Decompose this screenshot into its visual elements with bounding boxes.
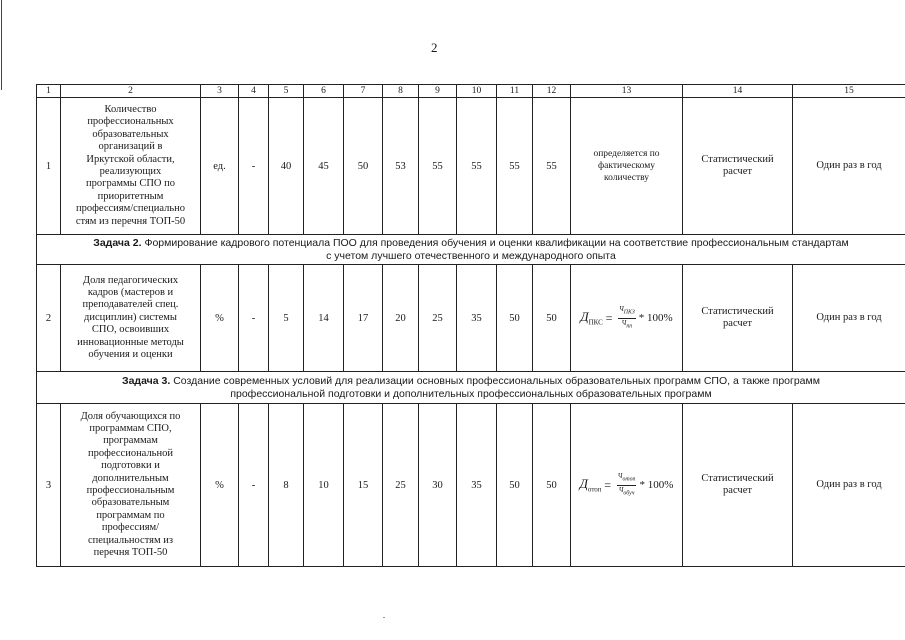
value-cell: 45 — [304, 98, 344, 235]
formula-subscript: отоп — [587, 485, 602, 494]
indicator-line: кадров (мастеров и — [87, 286, 174, 298]
page-number: 2 — [431, 40, 438, 55]
indicator-line: реализующих — [99, 166, 162, 177]
data-source — [683, 98, 793, 235]
table-row — [37, 98, 905, 235]
method-line: определяется по — [593, 149, 660, 159]
value-cell: 20 — [383, 265, 419, 372]
formula — [580, 472, 674, 498]
formula-symbol: Д — [579, 476, 588, 492]
left-margin-rule — [1, 0, 2, 90]
source-line: расчет — [723, 166, 752, 177]
value-cell: 14 — [304, 265, 344, 372]
formula-multiplier: * 100% — [638, 312, 673, 324]
header-cell: 11 — [497, 85, 533, 98]
source-line: Статистический — [701, 153, 774, 165]
value-cell: 50 — [533, 265, 571, 372]
indicator-line: подготовки и — [101, 460, 160, 472]
fraction-numerator — [617, 472, 637, 485]
value-cell: 50 — [533, 404, 571, 567]
source-line: расчет — [723, 485, 752, 496]
indicator-name — [61, 404, 201, 567]
task-text-line: с учетом лучшего отечественного и международного опыта — [326, 249, 616, 262]
indicator-line: стям из перечня ТОП-50 — [75, 215, 186, 227]
task-row — [37, 235, 905, 265]
header-cell: 2 — [61, 85, 201, 98]
row-number: 1 — [37, 98, 61, 235]
formula-subscript: ПКС — [588, 318, 603, 327]
formula-lhs — [580, 309, 603, 327]
unit-cell: % — [201, 404, 239, 567]
formula-multiplier: * 100% — [639, 479, 674, 491]
value-cell: 40 — [269, 98, 304, 235]
column-number-header — [37, 85, 905, 98]
indicator-line: Доля обучающихся по — [80, 410, 181, 422]
formula-fraction — [618, 305, 636, 331]
task-label: Задача 2. — [93, 236, 142, 249]
task-row — [37, 372, 905, 404]
indicator-line: программам СПО, — [89, 422, 172, 434]
method-line: фактическому — [597, 161, 655, 171]
value-cell: 50 — [344, 98, 383, 235]
indicator-name — [61, 265, 201, 372]
indicator-line: Иркутской области, — [86, 153, 175, 165]
indicator-line: программам — [103, 435, 158, 447]
task-2-heading — [37, 235, 905, 265]
value-cell: 50 — [497, 404, 533, 567]
formula-symbol: Ч — [618, 305, 624, 314]
header-cell: 8 — [383, 85, 419, 98]
header-cell: 10 — [457, 85, 497, 98]
formula-lhs — [580, 476, 602, 494]
source-line: Статистический — [701, 472, 774, 484]
header-cell: 7 — [344, 85, 383, 98]
calculation-method — [571, 98, 683, 235]
indicator-line: обучения и оценки — [88, 349, 173, 361]
value-cell: 17 — [344, 265, 383, 372]
data-source — [683, 404, 793, 567]
value-cell: 30 — [419, 404, 457, 567]
indicator-line: приоритетным — [97, 190, 164, 202]
frequency-cell: Один раз в год — [793, 98, 905, 235]
formula-symbol: Д — [580, 309, 589, 325]
task-text-line: профессиональной подготовки и дополнительных профессиональных образовательных программ — [230, 387, 712, 400]
header-cell: 6 — [304, 85, 344, 98]
indicator-name — [61, 98, 201, 235]
indicator-line: СПО, освоивших — [91, 324, 170, 336]
value-cell: 35 — [457, 265, 497, 372]
value-cell: 15 — [344, 404, 383, 567]
formula-subscript: отоп — [622, 476, 636, 483]
indicator-line: программам по — [96, 509, 165, 521]
indicators-table — [36, 84, 905, 567]
indicator-line: профессиональных — [87, 116, 174, 128]
indicator-line: программы СПО по — [86, 178, 175, 190]
header-cell: 1 — [37, 85, 61, 98]
value-cell: 25 — [383, 404, 419, 567]
header-cell: 4 — [239, 85, 269, 98]
value-cell: 25 — [419, 265, 457, 372]
row-number: 2 — [37, 265, 61, 372]
base-value-cell: - — [239, 404, 269, 567]
value-cell: 10 — [304, 404, 344, 567]
indicator-line: специальностям из — [87, 534, 174, 546]
indicator-line: перечня ТОП-50 — [93, 547, 168, 559]
unit-cell: % — [201, 265, 239, 372]
frequency-cell: Один раз в год — [793, 265, 905, 372]
calculation-formula — [571, 265, 683, 372]
row-number: 3 — [37, 404, 61, 567]
indicator-line: профессиональной — [88, 447, 173, 459]
frequency-cell: Один раз в год — [793, 404, 905, 567]
formula-subscript: пп — [626, 322, 633, 329]
task-text-line: Создание современных условий для реализации основных профессиональных образовательных программ СПО, а также программ — [170, 374, 820, 387]
formula-fraction — [617, 472, 637, 498]
fraction-numerator — [618, 305, 636, 318]
header-cell: 9 — [419, 85, 457, 98]
header-cell: 13 — [571, 85, 683, 98]
formula-subscript: обуч — [623, 489, 635, 496]
header-cell: 12 — [533, 85, 571, 98]
calculation-formula — [571, 404, 683, 567]
indicator-line: преподавателей спец. — [82, 299, 179, 311]
indicator-line: профессиям/ — [101, 522, 160, 534]
fraction-denominator — [621, 319, 634, 331]
value-cell: 50 — [497, 265, 533, 372]
data-source — [683, 265, 793, 372]
formula-subscript: ПКЗ — [623, 309, 635, 316]
value-cell: 8 — [269, 404, 304, 567]
indicator-line: организаций в — [98, 141, 163, 153]
indicator-line: образовательным — [91, 497, 170, 509]
indicator-line: профессиям/специально — [75, 203, 185, 215]
task-label: Задача 3. — [122, 374, 171, 387]
method-line: количеству — [603, 173, 650, 183]
indicator-line: профессиональным — [86, 485, 175, 496]
value-cell: 55 — [497, 98, 533, 235]
equals-sign: = — [604, 310, 613, 325]
task-text-line: Формирование кадрового потенциала ПОО для проведения обучения и оценки квалификации на соответствие профессиональным стандартам — [141, 236, 849, 249]
indicator-line: дисциплин) системы — [84, 311, 177, 323]
value-cell: 53 — [383, 98, 419, 235]
value-cell: 5 — [269, 265, 304, 372]
base-value-cell: - — [239, 265, 269, 372]
indicator-line: Количество — [104, 103, 157, 115]
scan-speck — [383, 617, 385, 618]
value-cell: 35 — [457, 404, 497, 567]
table-row — [37, 265, 905, 372]
value-cell: 55 — [533, 98, 571, 235]
header-cell: 5 — [269, 85, 304, 98]
header-cell: 14 — [683, 85, 793, 98]
source-line: Статистический — [701, 305, 774, 317]
formula-symbol: Ч — [618, 485, 624, 494]
table-row — [37, 404, 905, 567]
formula — [580, 305, 672, 331]
equals-sign: = — [603, 477, 612, 492]
header-cell: 3 — [201, 85, 239, 98]
formula-symbol: Ч — [621, 318, 627, 327]
indicator-line: образовательных — [92, 128, 169, 140]
indicator-line: Доля педагогических — [82, 274, 179, 286]
source-line: расчет — [723, 318, 752, 329]
base-value-cell: - — [239, 98, 269, 235]
value-cell: 55 — [419, 98, 457, 235]
indicator-line: дополнительным — [92, 472, 169, 484]
fraction-denominator — [618, 486, 636, 498]
header-cell: 15 — [793, 85, 905, 98]
unit-cell: ед. — [201, 98, 239, 235]
formula-symbol: Ч — [617, 472, 623, 481]
indicator-line: инновационные методы — [77, 336, 184, 348]
task-3-heading — [37, 372, 905, 404]
value-cell: 55 — [457, 98, 497, 235]
